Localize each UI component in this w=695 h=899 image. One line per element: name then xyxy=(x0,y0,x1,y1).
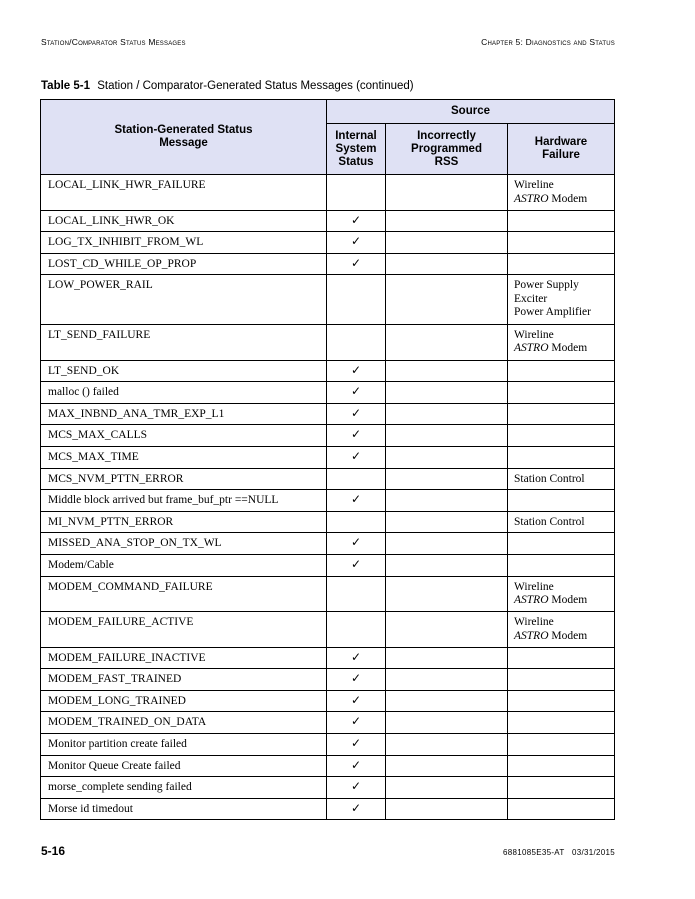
status-message-cell: MODEM_LONG_TRAINED xyxy=(41,690,327,712)
internal-status-cell xyxy=(327,425,386,447)
table-row xyxy=(41,468,615,490)
table-row xyxy=(41,490,615,512)
status-message-cell: LT_SEND_FAILURE xyxy=(41,324,327,360)
hardware-failure-line: ASTRO Modem xyxy=(514,594,588,606)
status-message-cell: MAX_INBND_ANA_TMR_EXP_L1 xyxy=(41,403,327,425)
check-mark-icon: ✓ xyxy=(350,362,362,377)
rss-cell xyxy=(386,755,508,777)
table-row xyxy=(41,533,615,555)
table-row xyxy=(41,425,615,447)
status-message-cell: Monitor partition create failed xyxy=(41,734,327,756)
status-message-cell: Modem/Cable xyxy=(41,554,327,576)
hardware-failure-cell xyxy=(508,511,615,533)
table-row xyxy=(41,253,615,275)
rss-cell xyxy=(386,554,508,576)
rss-cell xyxy=(386,175,508,211)
table-row xyxy=(41,612,615,648)
internal-status-cell xyxy=(327,490,386,512)
table-row xyxy=(41,360,615,382)
internal-status-cell xyxy=(327,360,386,382)
hardware-failure-line-text: ASTRO xyxy=(514,594,549,606)
internal-status-cell xyxy=(327,446,386,468)
hardware-failure-cell xyxy=(508,533,615,555)
check-mark-icon: ✓ xyxy=(350,692,362,707)
check-mark-icon: ✓ xyxy=(350,736,362,751)
internal-status-cell xyxy=(327,468,386,490)
check-mark-icon: ✓ xyxy=(350,535,362,550)
hardware-failure-cell xyxy=(508,275,615,325)
hardware-failure-cell xyxy=(508,425,615,447)
hardware-failure-line-text: ASTRO xyxy=(514,192,549,205)
rss-cell xyxy=(386,533,508,555)
check-mark-icon: ✓ xyxy=(350,714,362,729)
rss-cell xyxy=(386,712,508,734)
status-message-cell: MCS_MAX_CALLS xyxy=(41,425,327,447)
table-caption-text: Station / Comparator-Generated Status Messages (continued) xyxy=(97,80,414,92)
rss-cell xyxy=(386,734,508,756)
hardware-failure-line: Station Control xyxy=(514,515,585,528)
rss-cell xyxy=(386,647,508,669)
internal-status-cell xyxy=(327,403,386,425)
internal-status-cell xyxy=(327,734,386,756)
hardware-failure-line-text: ASTRO xyxy=(514,629,549,642)
status-message-cell: Monitor Queue Create failed xyxy=(41,755,327,777)
hardware-failure-cell xyxy=(508,612,615,648)
status-message-cell: LOCAL_LINK_HWR_OK xyxy=(41,210,327,232)
rss-cell xyxy=(386,777,508,799)
status-message-cell: Morse id timedout xyxy=(41,798,327,820)
hardware-failure-line-text: ASTRO xyxy=(514,342,549,355)
table-row xyxy=(41,446,615,468)
hardware-failure-cell xyxy=(508,210,615,232)
internal-status-cell xyxy=(327,232,386,254)
hardware-failure-cell xyxy=(508,798,615,820)
check-mark-icon: ✓ xyxy=(350,800,362,815)
check-mark-icon: ✓ xyxy=(350,779,362,794)
table-caption-label: Table 5-1 xyxy=(41,80,90,92)
internal-status-cell xyxy=(327,612,386,648)
table-row xyxy=(41,798,615,820)
rss-cell xyxy=(386,690,508,712)
status-message-cell: malloc () failed xyxy=(41,382,327,404)
internal-status-cell xyxy=(327,554,386,576)
check-mark-icon: ✓ xyxy=(350,212,362,227)
check-mark-icon: ✓ xyxy=(350,448,362,463)
rss-cell xyxy=(386,669,508,691)
rss-cell xyxy=(386,275,508,325)
table-row xyxy=(41,382,615,404)
table-row xyxy=(41,210,615,232)
internal-status-cell xyxy=(327,253,386,275)
status-messages-table xyxy=(40,99,615,820)
table-caption xyxy=(41,80,414,92)
internal-status-cell xyxy=(327,798,386,820)
status-message-cell: MODEM_FAILURE_ACTIVE xyxy=(41,612,327,648)
hardware-failure-cell xyxy=(508,403,615,425)
hardware-failure-cell xyxy=(508,576,615,612)
internal-status-cell xyxy=(327,712,386,734)
running-header-right: Chapter 5: Diagnostics and Status xyxy=(481,37,615,47)
internal-status-cell xyxy=(327,210,386,232)
running-header-left: Station/Comparator Status Messages xyxy=(41,37,186,47)
rss-cell xyxy=(386,798,508,820)
table-row xyxy=(41,647,615,669)
internal-status-cell xyxy=(327,647,386,669)
hardware-failure-cell xyxy=(508,777,615,799)
check-mark-icon: ✓ xyxy=(350,234,362,249)
table-row xyxy=(41,175,615,211)
hardware-failure-cell xyxy=(508,669,615,691)
internal-status-cell xyxy=(327,533,386,555)
table-row xyxy=(41,734,615,756)
check-mark-icon: ✓ xyxy=(350,492,362,507)
status-message-cell: MODEM_COMMAND_FAILURE xyxy=(41,576,327,612)
hardware-failure-line: Power Amplifier xyxy=(514,306,591,319)
table-row xyxy=(41,275,615,325)
internal-status-cell xyxy=(327,382,386,404)
status-message-cell: LOST_CD_WHILE_OP_PROP xyxy=(41,253,327,275)
hardware-failure-cell xyxy=(508,734,615,756)
hardware-failure-line: Wireline xyxy=(514,328,554,341)
hardware-failure-line: Wireline xyxy=(514,616,554,629)
hardware-failure-line: Exciter xyxy=(514,292,548,305)
rss-cell xyxy=(386,576,508,612)
rss-cell xyxy=(386,382,508,404)
rss-cell xyxy=(386,360,508,382)
rss-cell xyxy=(386,324,508,360)
table-row xyxy=(41,403,615,425)
hardware-failure-cell xyxy=(508,324,615,360)
table-row xyxy=(41,777,615,799)
document-id: 6881085E35-AT 03/31/2015 xyxy=(502,848,615,857)
internal-status-cell xyxy=(327,275,386,325)
internal-status-cell xyxy=(327,669,386,691)
check-mark-icon: ✓ xyxy=(350,649,362,664)
status-message-cell: MCS_NVM_PTTN_ERROR xyxy=(41,468,327,490)
status-message-cell: Middle block arrived but frame_buf_ptr ==NULL xyxy=(41,490,327,512)
table-row xyxy=(41,755,615,777)
table-row xyxy=(41,712,615,734)
status-message-cell: MODEM_FAILURE_INACTIVE xyxy=(41,647,327,669)
status-message-cell: MODEM_TRAINED_ON_DATA xyxy=(41,712,327,734)
check-mark-icon: ✓ xyxy=(350,427,362,442)
rss-cell xyxy=(386,511,508,533)
internal-status-cell xyxy=(327,777,386,799)
hardware-failure-cell xyxy=(508,360,615,382)
hardware-failure-cell xyxy=(508,712,615,734)
hardware-failure-cell xyxy=(508,755,615,777)
status-message-cell: MODEM_FAST_TRAINED xyxy=(41,669,327,691)
page-number: 5-16 xyxy=(41,844,66,858)
table-row xyxy=(41,511,615,533)
table-row xyxy=(41,324,615,360)
hardware-failure-cell xyxy=(508,175,615,211)
header-status-message: Station-Generated Status Message xyxy=(41,100,327,175)
hardware-failure-cell xyxy=(508,253,615,275)
header-internal-system-status: Internal System Status xyxy=(327,124,386,175)
status-message-cell: morse_complete sending failed xyxy=(41,777,327,799)
hardware-failure-line: ASTRO Modem xyxy=(514,192,588,205)
status-message-cell: MISSED_ANA_STOP_ON_TX_WL xyxy=(41,533,327,555)
table-row xyxy=(41,576,615,612)
check-mark-icon: ✓ xyxy=(350,757,362,772)
internal-status-cell xyxy=(327,324,386,360)
header-hardware-failure: Hardware Failure xyxy=(508,124,615,175)
status-message-cell: MCS_MAX_TIME xyxy=(41,446,327,468)
hardware-failure-cell xyxy=(508,647,615,669)
hardware-failure-cell xyxy=(508,490,615,512)
rss-cell xyxy=(386,210,508,232)
hardware-failure-cell xyxy=(508,554,615,576)
rss-cell xyxy=(386,403,508,425)
table-row xyxy=(41,690,615,712)
internal-status-cell xyxy=(327,175,386,211)
hardware-failure-cell xyxy=(508,232,615,254)
status-message-cell: LOCAL_LINK_HWR_FAILURE xyxy=(41,175,327,211)
rss-cell xyxy=(386,490,508,512)
hardware-failure-line: Power Supply xyxy=(514,279,579,292)
check-mark-icon: ✓ xyxy=(350,671,362,686)
rss-cell xyxy=(386,253,508,275)
hardware-failure-cell xyxy=(508,446,615,468)
check-mark-icon: ✓ xyxy=(350,556,362,571)
check-mark-icon: ✓ xyxy=(350,255,362,270)
hardware-failure-cell xyxy=(508,468,615,490)
hardware-failure-cell xyxy=(508,690,615,712)
status-message-cell: LOW_POWER_RAIL xyxy=(41,275,327,325)
table-row xyxy=(41,669,615,691)
hardware-failure-line: Station Control xyxy=(514,472,585,485)
check-mark-icon: ✓ xyxy=(350,405,362,420)
rss-cell xyxy=(386,425,508,447)
table-row xyxy=(41,554,615,576)
hardware-failure-cell xyxy=(508,382,615,404)
internal-status-cell xyxy=(327,576,386,612)
header-incorrectly-programmed-rss: Incorrectly Programmed RSS xyxy=(386,124,508,175)
status-message-cell: MI_NVM_PTTN_ERROR xyxy=(41,511,327,533)
table-row xyxy=(41,232,615,254)
internal-status-cell xyxy=(327,690,386,712)
rss-cell xyxy=(386,232,508,254)
hardware-failure-line: Wireline xyxy=(514,179,554,191)
hardware-failure-line: ASTRO Modem xyxy=(514,342,588,355)
rss-cell xyxy=(386,446,508,468)
check-mark-icon: ✓ xyxy=(350,384,362,399)
rss-cell xyxy=(386,468,508,490)
rss-cell xyxy=(386,612,508,648)
status-message-cell: LT_SEND_OK xyxy=(41,360,327,382)
hardware-failure-line: ASTRO Modem xyxy=(514,629,588,642)
internal-status-cell xyxy=(327,755,386,777)
header-source: Source xyxy=(327,100,615,124)
internal-status-cell xyxy=(327,511,386,533)
hardware-failure-line: Wireline xyxy=(514,580,554,593)
status-message-cell: LOG_TX_INHIBIT_FROM_WL xyxy=(41,232,327,254)
